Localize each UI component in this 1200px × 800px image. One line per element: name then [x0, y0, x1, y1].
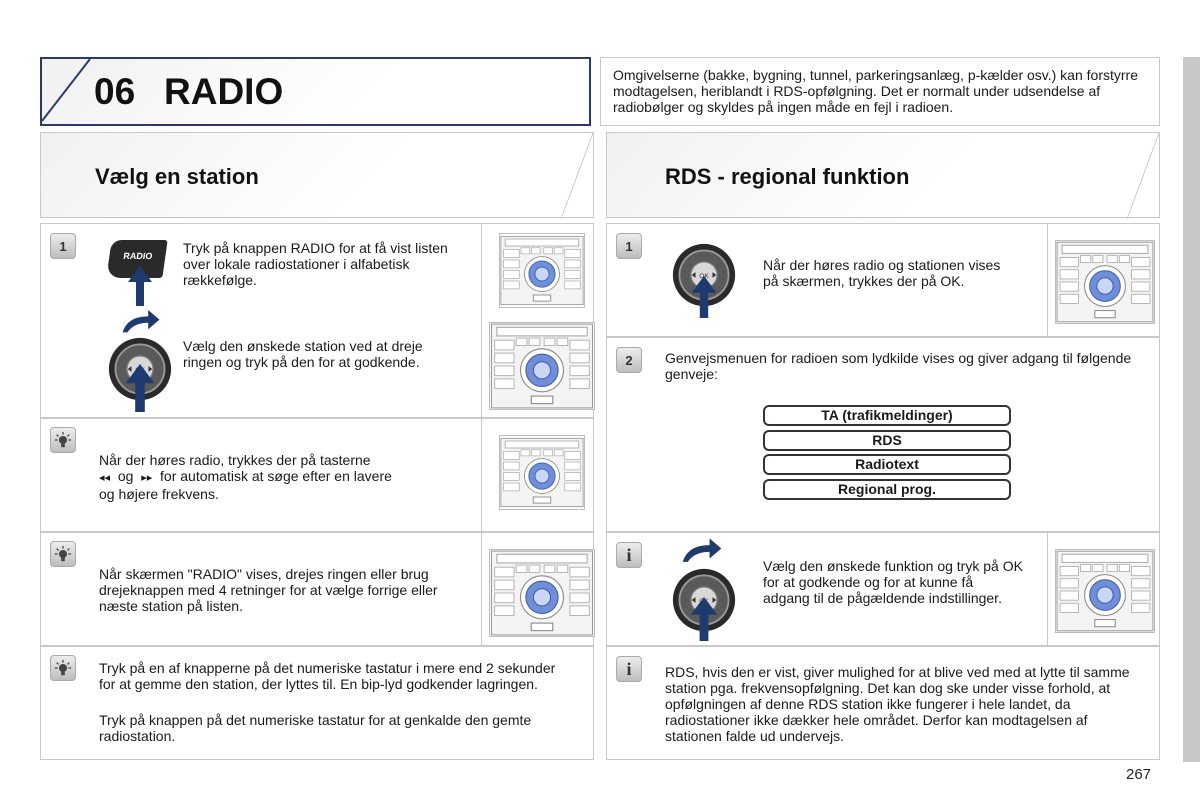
- section-header-select-station: [40, 132, 594, 218]
- seek-forward-icon: ▸▸: [141, 472, 153, 484]
- info-icon: i: [616, 656, 642, 682]
- step-1b-text: Vælg den ønskede station ved at dreje ringen og tryk på den for at godkende.: [183, 338, 423, 370]
- arrow-up-icon: [689, 597, 719, 641]
- rds-step-2-text: Genvejsmenuen for radioen som lydkilde vises og giver adgang til følgende genveje:: [665, 350, 1132, 382]
- step-1-panel: [40, 223, 594, 418]
- arrow-up-icon: [689, 276, 719, 318]
- info-icon: i: [616, 542, 642, 568]
- menu-option-ta[interactable]: TA (trafikmeldinger): [763, 405, 1011, 426]
- light-bulb-icon: [50, 427, 76, 453]
- info-panel-rds: [606, 646, 1160, 760]
- tip-panel-presets: [40, 646, 594, 760]
- menu-option-rds[interactable]: RDS: [763, 430, 1011, 451]
- control-panel-thumbnail: [489, 549, 595, 637]
- step-number-badge: 1: [616, 233, 642, 259]
- control-panel-thumbnail: [489, 322, 595, 410]
- step-1-text: Tryk på knappen RADIO for at få vist listen over lokale radiostationer i alfabetisk rækkefølge.: [183, 240, 448, 288]
- curved-arrow-icon: [681, 537, 723, 565]
- seek-back-icon: ◂◂: [99, 472, 111, 484]
- light-bulb-icon: [50, 541, 76, 567]
- intro-text: Omgivelserne (bakke, bygning, tunnel, parkeringsanlæg, p-kælder osv.) kan forstyrre modtagelsen, heriblandt i RDS-opfølgning. Det er normalt under udsendelse af radiobølger og skyldes på ingen måde en fejl i radioen.: [613, 67, 1138, 115]
- section-header-rds: [606, 132, 1160, 218]
- tip-panel-seek: [40, 418, 594, 532]
- control-panel-thumbnail: [499, 435, 585, 510]
- info-select-function-text: Vælg den ønskede funktion og tryk på OK for at godkende og for at kunne få adgang til de pågældende indstillinger.: [763, 558, 1023, 606]
- step-number-badge: 2: [616, 347, 642, 373]
- tip-panel-rotate: [40, 532, 594, 646]
- tip-rotate-text: Når skærmen "RADIO" vises, drejes ringen eller brug drejeknappen med 4 retninger for at vælge forrige eller næste station på listen.: [99, 566, 438, 614]
- control-panel-thumbnail: [499, 233, 585, 308]
- rds-step-1-text: Når der høres radio og stationen vises på skærmen, trykkes der på OK.: [763, 257, 1001, 289]
- step-number-badge: 1: [50, 233, 76, 259]
- radio-button-icon: RADIO: [106, 240, 167, 278]
- right-edge-tab: [1183, 57, 1200, 762]
- rds-step-2-panel: [606, 337, 1160, 532]
- chapter-title-box: [40, 57, 591, 126]
- menu-option-radiotext[interactable]: Radiotext: [763, 454, 1011, 475]
- tip-seek-text: Når der høres radio, trykkes der på tasterne ◂◂ og ▸▸ for automatisk at søge efter en lavere og højere frekvens.: [99, 452, 392, 502]
- rds-step-1-panel: [606, 223, 1160, 337]
- control-panel-thumbnail: [1055, 549, 1155, 633]
- arrow-up-icon: [125, 364, 155, 412]
- arrow-up-icon: [125, 266, 155, 306]
- tip-presets-text-a: Tryk på en af knapperne på det numeriske tastatur i mere end 2 sekunder for at gemme den station, der lyttes til. En bip-lyd godkender lagringen.: [99, 660, 556, 692]
- info-panel-select-function: [606, 532, 1160, 646]
- curved-arrow-icon: [121, 309, 161, 335]
- chapter-number: 06: [94, 71, 136, 112]
- light-bulb-icon: [50, 655, 76, 681]
- section-title: RDS - regional funktion: [665, 164, 910, 189]
- menu-option-regional-prog[interactable]: Regional prog.: [763, 479, 1011, 500]
- info-rds-text: RDS, hvis den er vist, giver mulighed for at blive ved med at lytte til samme station pga. frekvensopfølgning. Det kan dog ske under visse forhold, at opfølgningen af denne RDS station ikke fungerer i hele landet, da radiostationer ikke dækker hele området. Derfor kan modtagelsen af stationen falde ud undervejs.: [665, 664, 1130, 744]
- section-title: Vælg en station: [95, 164, 259, 189]
- intro-note-box: [600, 57, 1160, 126]
- page-number: 267: [1126, 766, 1152, 783]
- chapter-title: RADIO: [164, 71, 284, 112]
- control-panel-thumbnail: [1055, 240, 1155, 324]
- tip-presets-text-b: Tryk på knappen på det numeriske tastatur for at genkalde den gemte radiostation.: [99, 712, 532, 744]
